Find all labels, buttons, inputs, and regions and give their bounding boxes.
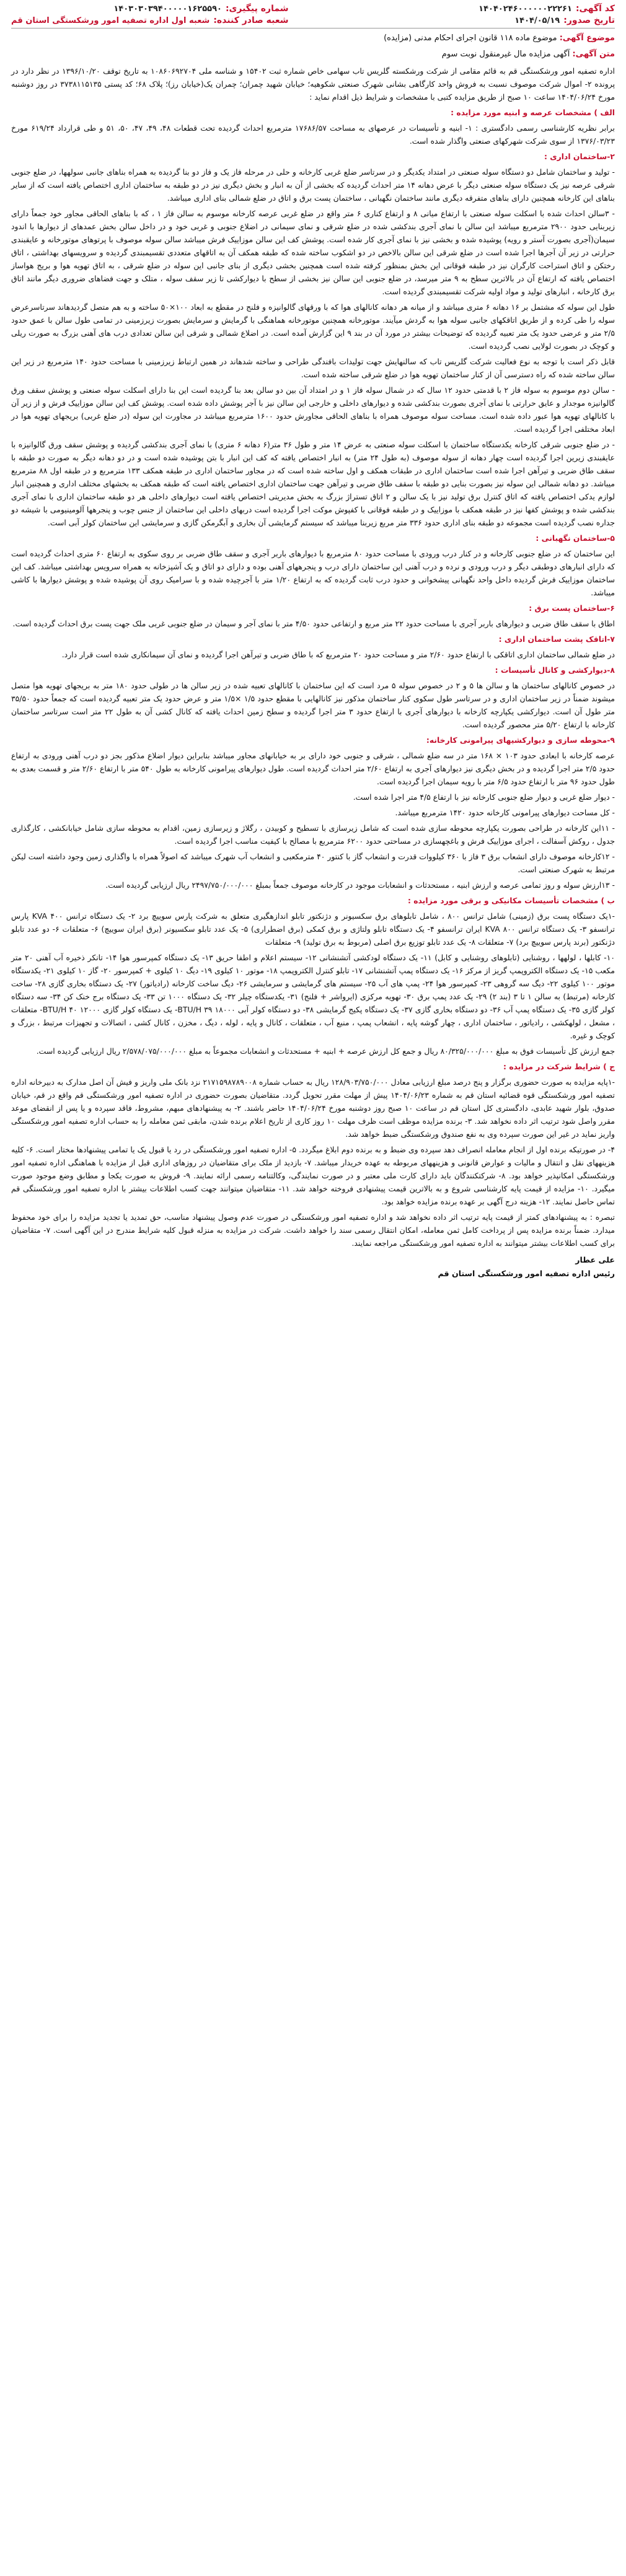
branch-row: [11, 15, 289, 25]
ad-code-value: ۱۴۰۴۰۲۴۶۰۰۰۰۰۰۲۲۲۶۱: [478, 4, 572, 14]
body-paragraph: در ضلع شمالی ساختمان اداری اتاقکی با ارتفاع حدود ۲/۶۰ متر و مساحت حدود ۲۰ مترمربع که با طاق ضربی و تیرآهن اجرا گردیده و نمای آن سیمانکاری شده است قرار دارد.: [61, 650, 615, 659]
body-paragraph: - ۳سالن احداث شده با اسکلت سوله صنعتی با ارتفاع میانی ۸ و ارتفاع کناری ۶ متر واقع در ضلع غربی عرصه کارخانه موسوم به سالن فاز ۱ ، که با بناهای الحاقی مجاور خود جمعاً دارای زیربنایی حدود ۲۹۰۰ مترمربع میباشد این سالن با نمای آجری بندکشی شده در ضلع شرقی و نمای سیمانی در اضلاع جنوبی و غربی خود و در داخل سالن بخش عمدهای از دیوارها با اندود سیمان(آجری بصورت آستر و رویه) پوشیده شده و بخشی نیز با نمای آجری کار شده است. پوشش کف این سالن موزاییک فرش میباشد سالن سوله موصوف با پرتوهای موتورخانه و عایقبندی حرارتی در زیر آن آجرها اجرا شده است در ضلع شرقی این سالن بالاخص در دو اشکوب ساخته شده که طبقه همکف آن به اتاقهای متعددی تقسیمبندی گردیده و سرویسهای بهداشتی ، اتاق رختکن و اتاق استراحت کارگران نیز در طبقه فوقانی این بخش بمنظور کرفته شده است همچنین بخشی دیگری از بنای جانبی این سوله در ضلع شرقی ، به اتاق تهویه هوا و بریج هواساز اختصاص یافته که ارتفاع آن در بالاترین سطح به ۹ متر میرسد، در ضلع جنوبی این سالن نیز بخشی از سطح با دیوارکشی تا زیر سقف سوله ، متلک و جهت فضاهای ضروری دیگر مانند اتاق برق کارخانه ، انبارهای تولید و مواد اولیه شرکت تقسیمبندی گردیده است.: [11, 209, 615, 296]
body-paragraph: اطاق با سقف طاق ضربی و دیوارهای باربر آجری با مساحت حدود ۲۲ متر مربع و ارتفاعی حدود ۴/۵۰ متر با نمای آجر و سیمان در ضلع جنوبی غربی ملک جهت پست برق احداث گردیده است.: [12, 619, 615, 628]
body-paragraph: ۱۰- کابلها ، لولهها ، روشنایی (تابلوهای روشنایی و کابل) ۱۱- یک دستگاه لودکشی آتشنشانی ۱۲- سیستم اعلام و اطفا حریق ۱۳- یک دستگاه کمپرسور هوا ۱۴- تانکر ذخیره آب آهنی ۲۰ متر مکعب ۱۵- یک دستگاه الکتروپمپ گریز از مرکز ۱۶- یک دستگاه پمپ آتشنشانی ۱۷- تابلو کنترل الکتروپمپ ۱۸- موتور ۱۰ کیلوی ۱۹- دیگ ۱۰ کیلوی + کمپرسور ۲۰- گاز ۱۰ کیلوی ۲۱- یکدستگاه موتور ۱۰۰ کیلوی ۲۲- دیگ سه گروهی ۲۳- کمپرسور هوا ۲۴- پمپ های آب ۲۵- سیستم های گرمایشی و سرمایشی ۲۶- دیگ ساخت کارخانه (رادیاتور) ۲۷- یک دستگاه بخاری گازی ۲۸- ساخت کارخانه (مرتبط) به سالن ۱ تا ۳ (بند ۲) ۲۹- یک عدد پمپ برق ۳۰- تهویه مرکزی (ایرواشر + فلنج) ۳۱- یکدستگاه چیلر ۳۲- یک دستگاه ۱۰۰۰ تن ۳۳- یک دستگاه برج خنک کن ۳۴- سه دستگاه کولر گازی ۳۵- یک دستگاه پمپ آب ۳۶- دو دستگاه بخاری گازی ۳۷- یک دستگاه پکیج گرمایشی ۳۸- دو دستگاه کولر آبی ۱۸۰۰۰ BTU/H ۳۹- یک دستگاه کولر گازی ۱۲۰۰۰ BTU/H ۴۰- متعلقات ، مشعل ، لولهکشی ، رادیاتور ، ساختمان اداری ، چهار گوشه پایه ، انشعاب پمپ ، منبع آب ، متعلقات ، کانال و پایه ، لوله ، دیگ ، مخزن ، کانال کشی ، اتصالات و تجهیزات مرتبط ، بزرگ و کوچک و غیره.: [11, 953, 615, 1040]
body-paragraph: - در ضلع جنوبی شرقی کارخانه یکدستگاه ساختمان با اسکلت سوله صنعتی به عرض ۱۴ متر و طول ۳۶ متر(۶ دهانه ۶ متری) با نمای آجری بندکشی گردیده و پوشش سقف ورق گالوانیزه با عایقبندی زیرین اجرا گردیده است چهار دهانه از سوله موصوف (به طول ۲۴ متر) به انبار اختصاص یافته که کف این انبار با بتن پوشیده شده است و در دو دهانه دیگر به صورت دو طبقه با سقف طاق ضربی و تیرآهن اجرا شده است ساختمان اداری در طبقات همکف و اول ساخته شده است که در مجاور ساختمان اداری در طبقه همکف ۱۳۳ مترمربع و در طبقه اول ۸۸ مترمربع میباشد. دو دهانه شمالی این سوله نیز بصورت بنایی دو طبقه با سقف طاق ضربی و تیرآهن جهت ساختمان اداری اختصاص یافته است که طبقه همکف به بخشهای مختلف اداری و همچنین انبار لوازم یدکی اختصاص یافته که اتاق کنترل برق تولید نیز با یک سالن و ۲ اتاق تستراژ بزرگ به بخش مدیریتی اختصاص یافته است دیوارهای داخلی هر دو طبقه ساختمان اداری با نمای آجری بندکشی شده و پوشش کفها نیز در طبقه همکف با موزاییک و در طبقه فوقانی با کفپوش موکت اجرا گردیده است دربهای داخلی این ساختمان از جنس چوب و پنجرهها آلومینیومی با شیشه دو جداره نصب گردیده است مجموعه دو طبقه بنای اداری حدود ۳۳۶ متر مربع زیربنا میباشد که سیستم گرمایشی آن بخاری و آبگرمکن گازی و سرمایشی این ساختمان کولر آبی است.: [11, 440, 615, 527]
body-paragraph: -۱پایه مزایده به صورت حضوری برگزار و پنج درصد مبلغ ارزیابی معادل ۱۲۸/۹۰۳/۷۵۰/۰۰۰ ریال به حساب شماره ۲۱۷۱۵۹۸۷۸۹۰۰۸ نزد بانک ملی واریز و فیش آن اصل مدارک به دبیرخانه اداره تصفیه امور ورشکستگی قوه قضائیه استان قم به شماره ۱۴۰۴/۰۶/۲۳ پیش از مهلت مقرر تحویل گردد. متقاضیان بصورت حضوری در اداره تصفیه امور ورشکستگی قم واقع در قم، خیابان صدوق، بلوار شهید عابدی، دادگستری کل استان قم در ساعت ۱۰ صبح روز دوشنبه مورخ ۱۴۰۴/۰۶/۲۴ حاضر باشند. ۲- به پیشنهادهای مبهم، مشروط، فاقد سپرده و یا پس از انقضای موعد مقرر واصل شود ترتیب اثر داده نخواهد شد. ۳- برنده مزایده موظف است ظرف مهلت ۱۰ روز کاری از تاریخ اعلام برنده شدن، مابقی ثمن معامله را به حساب اداره تصفیه امور ورشکستگی واریز نماید در غیر این صورت سپرده وی به نفع صندوق ورشکستگی ضبط خواهد شد.: [11, 1077, 615, 1139]
body-paragraph: قابل ذکر است با توجه به نوع فعالیت شرکت گلریس تاب که سالنهایش جهت تولیدات بافندگی طراحی و ساخته شدهاند در همین ارتباط زیرزمینی با مساحت حدود ۱۴۰ مترمربع در زیر این سالن ساخته شده که راه دسترسی آن از کنار ساختمان تهویه هوا در ضلع شرقی ساخته شده است.: [11, 357, 615, 379]
body-paragraph: در خصوص کانالهای ساختمان ها و سالن ها ۵ و ۲ در خصوص سوله ۵ مرد است که این ساختمان با کانالهای تعبیه شده در زیر سالن ها در طولی حدود ۱۸۰ متر به بریجهای تهویه هوا متصل میشوند ضمناً در زیر ساختمان اداری و در سرتاسر طول سکوی کنار ساختمان مذکور نیز کانالهایی با مقطع حدود ۱/۵ ×۱/۵ متر و عرض حدود یک متر تعبیه گردیده است که جمعاً حدود ۳۵/۵۰ متر طول آن است. دیوارکشی یکپارچه کارخانه با دیوارهای آجری با ارتفاع حدود ۳ متر اجرا گردیده و سطح زمین احداث یافته که کانال کشی آن به طول ۲۲ متر است سرتاسر ساختمان کارخانه با ارتفاع ۵/۲۰ متر محصور گردیده است.: [11, 681, 615, 729]
body-paragraph: این ساختمان که در ضلع جنوبی کارخانه و در کنار درب ورودی با مساحت حدود ۸۰ مترمربع با دیوارهای باربر آجری و سقف طاق ضربی بر روی سکوی به ارتفاع ۶۰ متری احداث گردیده است که دارای انبارهای دوطبقی دیگر و درب ورودی و نرده و درب آهنی این ساختمان دارای درب و پنجرههای آهنی بوده و دارای دو اتاق و یک آشپزخانه به همراه سرویس بهداشتی میباشد. کف این ساختمان موزاییک فرش گردیده داخل واحد نگهبانی پیشخوانی و حدود درب ثابت گردیده که به ارتفاع ۱/۲۰ متر با آجرچیده شده و با سرامیک روی آن پوشیده شده و پوشش دیوارها با کاشی میباشد.: [11, 549, 615, 597]
section-heading: ۶-ساختمان پست برق :: [529, 603, 615, 613]
issue-date-value: ۱۴۰۴/۰۵/۱۹: [514, 15, 560, 25]
ad-text-line: [11, 48, 615, 61]
section-heading: ج ) شرایط شرکت در مزایده :: [503, 1062, 615, 1071]
signature-block: [11, 1253, 615, 1281]
body-paragraph: - ۱۲کارخانه موصوف دارای انشعاب برق ۳ فاز با ۳۶۰ کیلووات قدرت و انشعاب گاز با کنتور ۴۰ مترمکعبی و انشعاب آب شهرک میباشد که اصولاً همراه با واگذاری زمین وجود داشته است لیکن مرتبط به شهرک صنعتی است.: [11, 852, 615, 874]
tracking-label: شماره پیگیری:: [225, 4, 289, 14]
ad-code-label: کد آگهی:: [575, 4, 615, 14]
body-paragraph: - تولید و ساختمان شامل دو دستگاه سوله صنعتی در امتداد یکدیگر و در سرتاسر ضلع غربی کارخانه و حلی در مرحله فاز یک و فاز دو بنا گردیده به همراه بناهای جانبی سولهها، در ضلع جنوبی شرقی عرصه نیز یک دستگاه سوله صنعتی دیگر با عرض دهانه ۱۴ متر احداث گردیده که بخشی از آن به انبار و بخش دیگری نیز در دو طبقه به ساختمان اداری اختصاص یافته است که از سایر بناهای این کارخانه همچنین دارای بناهای متفرقه دیگری مانند ساختمان نگهبانی ، ساختمان پست برق و اتاق در ضلع شمالی بنای اداری میباشد.: [11, 167, 615, 203]
body-paragraph: - دیوار ضلع غربی و دیوار ضلع جنوبی کارخانه نیز با ارتفاع ۴/۵ متر اجرا شده است.: [353, 792, 615, 802]
subject-value: موضوع ماده ۱۱۸ قانون اجرای احکام مدنی (مزایده): [384, 33, 557, 43]
header-right-column: [478, 4, 615, 25]
ad-title: آگهی مزایده مال غیرمنقول نوبت سوم: [441, 50, 570, 59]
body-paragraph: - ۱۳ارزش سوله و روز تمامی عرصه و ارزش ابنیه ، مستحدثات و انشعابات موجود در کارخانه موصوف جمعاً بمبلغ ۲۴۹۷/۷۵۰/۰۰۰/۰۰۰ ریال ارزیابی گردیده است.: [105, 880, 615, 890]
body-paragraph: تبصره : به پیشنهادهای کمتر از قیمت پایه ترتیب اثر داده نخواهد شد و اداره تصفیه امور ورشکستگی در صورت عدم وصول پیشنهاد مناسب، حق تمدید یا تجدید مزایده را برای خود محفوظ میدارد. ضمناً برنده مزایده پس از پرداخت کامل ثمن معامله، امکان انتقال رسمی سند را خواهد داشت. شرکت در مزایده به منزله قبول کلیه شرایط مندرج در این آگهی است. ۷- متقاضیان برای کسب اطلاعات بیشتر میتوانند به اداره تصفیه امور ورشکستگی مراجعه نمایند.: [11, 1212, 615, 1248]
ad-text-label: متن آگهی:: [572, 50, 615, 59]
section-heading: ۹-محوطه سازی و دیوارکشیهای پیرامونی کارخانه:: [426, 735, 615, 745]
branch-value: شعبه اول اداره تصفیه امور ورشکستگی استان قم: [11, 15, 210, 25]
body-paragraph: - کل مساحت دیوارهای پیرامونی کارخانه حدود ۱۴۲۰ مترمربع میباشد.: [395, 808, 615, 817]
tracking-value: ۱۴۰۳۰۳۰۳۹۴۰۰۰۰۰۱۶۲۵۵۹۰: [113, 4, 222, 14]
body-paragraph: طول این سوله که مشتمل بر ۱۶ دهانه ۶ متری میباشد و از میانه هر دهانه کانالهای هوا که با ورقهای گالوانیزه و فلنج در مقطع به ابعاد ۱۰۰×۵۰ ساخته و به هم متصل گردیدهاند سرتاسرعرض سوله را طی کرده و از طریق اتاقکهای جانبی سوله هوا به گردش میآیند. موتورخانه همچنین موتورخانه هماهنگی با گرمایش و سرمایش بصورت زیرزمینی در تمامی طول سالن با عمق حدود ۲/۵ متر و عرضی حدود یک متر تعبیه گردیده که توضیحات بیشتر در مورد آن در بند ۹ این گزارش آمده است. در اضلاع شمالی و شرقی این سالن تعدادی درب های آهنی بزرگ به صورت ریلی و کوچک در بصورت لولایی نصب گردیده است.: [11, 302, 615, 351]
notice-body: [11, 64, 615, 1250]
body-paragraph: -۱یک دستگاه پست برق (زمینی) شامل ترانس ۸۰۰ ، شامل تابلوهای برق سکسیونر و دژنکتور تابلو اندازهگیری متعلق به شرکت پارس سوییچ برد ۲- یک دستگاه ترانس ۴۰۰ KVA پارس ترانسفو ۳- یک دستگاه ترانس ۸۰۰ KVA ایران ترانسفو ۴- یک دستگاه تابلو ولتاژی و برق کمکی (برق اضطراری) ۵- یک عدد تابلو سکسیونر (برق ایران سوییچ) ۶- متعلقات ۶- دو عدد تابلو دژنکتور (برند پارس سوییچ برد) ۷- متعلقات ۸- یک عدد تابلو توزیع برق اصلی (مربوط به برق تولید) ۹- متعلقات: [11, 911, 615, 947]
body-paragraph: - سالن دوم موسوم به سوله فاز ۲ با قدمتی حدود ۱۲ سال که در شمال سوله فاز ۱ و در امتداد آن بین دو سالن بعد بنا گردیده است این بنا دارای اسکلت سوله صنعتی و پوشش سقف ورق گالوانیزه موجدار و عایق حرارتی با نمای آجری بصورت بندکشی شده و دیوارهای داخلی و خارجی این سالن نیز با آجر پوشش داده شده است. پوشش کف این سالن موزاییک فرش و از زیر آن با کانالهای تهویه هوا عبور داده شده است. مساحت سوله موصوف همراه با بناهای الحاقی مجاورش حدود ۱۶۰۰ مترمربع میباشد در مجاورت این سوله (در ضلع غربی) بریجهای تهویه هوا در ابعاد مختلفی اجرا گردیده است.: [11, 385, 615, 434]
signatory-name: علی عطار: [575, 1255, 615, 1264]
section-heading: الف ) مشخصات عرصه و ابنیه مورد مزایده :: [451, 108, 615, 117]
issue-date-label: تاریخ صدور:: [563, 15, 615, 25]
body-paragraph: عرصه کارخانه با ابعادی حدود ۱۰۳ × ۱۶۸ متر در سه ضلع شمالی ، شرقی و جنوبی خود دارای بر به خیابانهای مجاور میباشد بنابراین دیوار اضلاع مذکور بجز دو درب آهنی ورودی به ارتفاع حدود ۲/۵ متر اجرا گردیده و در بخش دیگری نیز دیوارهای آجری به ارتفاع ۲/۶۰ متر احداث گردیده است. طول دیوارهای پیرامونی کارخانه به طول ۵۴۰ متر با ارتفاع ۲/۶۰ متر و قسمت بعدی به طول حدود ۹۶ متر با ارتفاع حدود ۶/۵ متر با رویه سیمان اجرا گردیده است.: [11, 751, 615, 786]
tracking-row: [11, 4, 289, 14]
ad-code-row: [478, 4, 615, 14]
notice-header: [11, 4, 615, 28]
section-heading: ۵-ساختمان نگهبانی :: [536, 533, 615, 543]
header-left-column: [11, 4, 289, 25]
section-heading: ب ) مشخصات تأسیسات مکانیکی و برقی مورد مزایده :: [407, 896, 615, 905]
subject-line: [11, 32, 615, 45]
section-heading: ۸-دیوارکشی و کانال تأسیسات :: [495, 665, 615, 675]
body-paragraph: ۴- در صورتیکه برنده اول از انجام معامله انصراف دهد سپرده وی ضبط و به برنده دوم ابلاغ میگردد. ۵- اداره تصفیه امور ورشکستگی در رد یا قبول یک یا تمامی پیشنهادها مختار است. ۶- کلیه هزینههای نقل و انتقال و مالیات و عوارض قانونی و هزینههای مربوطه به عهده خریدار میباشد. ۷- بازدید از ملک برای متقاضیان در روزهای اداری قبل از مزایده با هماهنگی اداره تصفیه امور ورشکستگی امکانپذیر خواهد بود. ۸- شرکتکنندگان باید دارای کارت ملی معتبر و در صورت نمایندگی، وکالتنامه رسمی ارائه نمایند. ۹- فروش به صورت یکجا و مطابق وضع موجود صورت میگیرد. ۱۰- مزایده از قیمت پایه کارشناسی شروع و به بالاترین قیمت پیشنهادی فروخته خواهد شد. ۱۱- متقاضیان میتوانند جهت کسب اطلاعات بیشتر با اداره تصفیه امور ورشکستگی قم تماس حاصل نمایند. ۱۲- هزینه درج آگهی بر عهده برنده مزایده خواهد بود.: [11, 1145, 615, 1206]
body-paragraph: اداره تصفیه امور ورشکستگی قم به قائم مقامی از شرکت ورشکسته گلریس تاب سهامی خاص شماره ثبت ۱۵۴۰۲ و شناسه ملی ۱۰۸۶۰۶۹۲۷۰۴ به تاریخ توقف ۱۳۹۶/۱۰/۲۰ در نظر دارد در پرونده ۲- اموال شرکت موصوف نسبت به فروش واحد کارگاهی بشانی شهرک صنعتی شکوهیه؛ خیابان شهید چمران؛ چمران یک(خیابان رز)؛ پلاک ۶۸؛ کد پستی ۳۷۳۸۱۱۵۱۳۵ در روز دوشنبه مورخ ۱۴۰۴/۰۶/۲۴ ساعت ۱۰ صبح از طریق مزایده کتبی با مشخصات و شرایط ذیل اقدام نماید :: [11, 66, 615, 102]
branch-label: شعبه صادر کننده:: [213, 15, 289, 25]
subject-label: موضوع آگهی:: [559, 33, 615, 43]
issue-date-row: [478, 15, 615, 25]
body-paragraph: - ۱۱این کارخانه در طراحی بصورت یکپارچه محوطه سازی شده است که شامل زیرسازی با تسطیح و کوبیدن ، رگلاژ و زیرسازی زمین، اقدام به محوطه سازی شامل خیابانکشی ، کارگذاری جدول ، روکش آسفالت ، اجرای موزاییک فرش و باغچهسازی در مساحتی حدود ۶۲۰۰ مترمربع با مصالح با کیفیت مناسب اجرا گردیده است.: [11, 823, 615, 846]
signatory-title: رئیس اداره تصفیه امور ورشکستگی استان قم: [438, 1269, 615, 1278]
body-paragraph: جمع ارزش کل تأسیسات فوق به مبلغ ۸۰/۳۲۵/۰۰۰/۰۰۰ ریال و جمع کل ارزش عرصه + ابنیه + مستحدثات و انشعابات مجموعاً به مبلغ ۲/۵۷۸/۰۷۵/۰۰۰/۰۰۰ ریال ارزیابی گردیده است.: [36, 1046, 615, 1056]
body-paragraph: برابر نظریه کارشناسی رسمی دادگستری : ۱- ابنیه و تأسیسات در عرصهای به مساحت ۱۷۶۸۶/۵۷ مترمربع احداث گردیده تحت قطعات ۴۸، ۴۹، ۴۷، ۵۰، ۵۱ و طی قرارداد ۶۱۹/۲۴ مورخ ۱۳۷۶/۰۳/۲۳ از سوی شرکت شهرکهای صنعتی واگذار شده است.: [11, 123, 615, 146]
section-heading: ۲-ساختمان اداری :: [544, 152, 615, 161]
section-heading: ۷-اتاقک پشت ساختمان اداری :: [498, 634, 615, 644]
